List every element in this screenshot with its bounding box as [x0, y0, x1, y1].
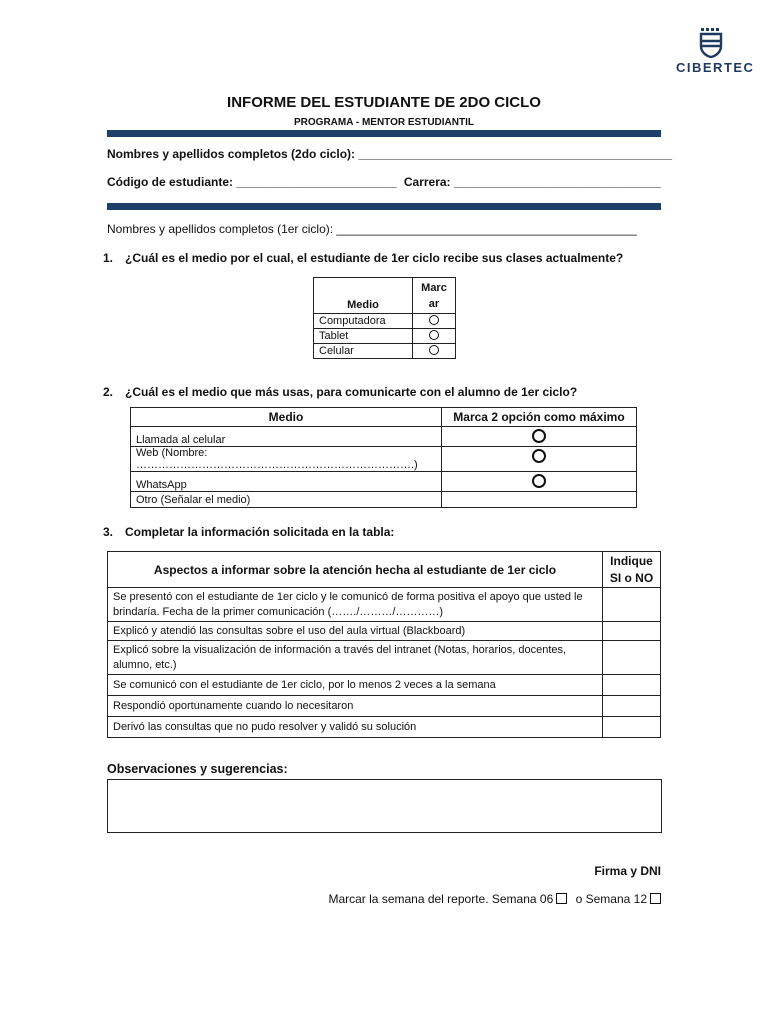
radio-icon[interactable]	[429, 345, 439, 355]
table-row	[314, 329, 456, 344]
radio-icon[interactable]	[532, 449, 546, 463]
observations-textarea[interactable]	[107, 779, 662, 833]
q3-aspect-label: Se comunicó con el estudiante de 1er ciclo, por lo menos 2 veces a la semana	[108, 675, 603, 696]
q2-col-marca: Marca 2 opción como máximo	[442, 408, 637, 427]
table-row	[108, 588, 661, 622]
q3-col-indique: Indique SI o NO	[603, 552, 661, 588]
radio-icon[interactable]	[532, 474, 546, 488]
student-code-label: Código de estudiante: ________________________	[107, 175, 397, 189]
q3-answer-cell[interactable]	[603, 588, 661, 622]
cibertec-logo	[676, 28, 755, 75]
q3-answer-cell[interactable]	[603, 641, 661, 675]
q2-option-label: Otro (Señalar el medio)	[131, 492, 442, 508]
q3-answer-cell[interactable]	[603, 717, 661, 738]
q2-option-label: Llamada al celular	[131, 427, 442, 447]
table-row	[131, 427, 637, 447]
q3-aspect-label: Se presentó con el estudiante de 1er ciclo y le comunicó de forma positiva el apoyo que usted le brindaría. Fecha de la primer comunicación (……./………/…………)	[108, 588, 603, 622]
radio-icon[interactable]	[429, 330, 439, 340]
radio-icon[interactable]	[532, 429, 546, 443]
table-row	[108, 641, 661, 675]
q3-aspect-label: Explicó y atendió las consultas sobre el uso del aula virtual (Blackboard)	[108, 622, 603, 641]
q3-aspect-label: Derivó las consultas que no pudo resolver y validó su solución	[108, 717, 603, 738]
question-text: ¿Cuál es el medio por el cual, el estudiante de 1er ciclo recibe sus clases actualmente?	[125, 251, 624, 265]
q2-table	[130, 407, 637, 508]
question-number: 1.	[103, 251, 114, 265]
table-row	[131, 447, 637, 472]
page-subtitle: PROGRAMA - MENTOR ESTUDIANTIL	[294, 117, 474, 128]
q3-table	[107, 551, 661, 738]
week-12-label: o Semana 12	[575, 892, 647, 906]
q3-answer-cell[interactable]	[603, 675, 661, 696]
week-12-checkbox[interactable]	[650, 893, 661, 904]
q1-table	[313, 277, 456, 359]
week-selection	[328, 892, 661, 906]
divider-bar	[107, 130, 661, 137]
q2-option-label: WhatsApp	[131, 472, 442, 492]
q1-col-medio: Medio	[314, 278, 413, 314]
q3-answer-cell[interactable]	[603, 622, 661, 641]
q2-mark-cell[interactable]	[442, 492, 637, 508]
student-code-field[interactable]	[107, 175, 661, 189]
question-2	[103, 385, 577, 399]
q3-col-aspectos: Aspectos a informar sobre la atención hecha al estudiante de 1er ciclo	[108, 552, 603, 588]
q1-option-label: Computadora	[314, 314, 413, 329]
week-06-checkbox[interactable]	[556, 893, 567, 904]
question-text: Completar la información solicitada en la tabla:	[125, 525, 395, 539]
q1-option-label: Tablet	[314, 329, 413, 344]
q3-aspect-label: Explicó sobre la visualización de información a través del intranet (Notas, horarios, docentes, alumno, etc.)	[108, 641, 603, 675]
table-row	[314, 344, 456, 359]
week-06-label: Marcar la semana del reporte. Semana 06	[328, 892, 554, 906]
table-row	[314, 314, 456, 329]
table-row	[108, 717, 661, 738]
divider-bar	[107, 203, 661, 210]
q1-option-label: Celular	[314, 344, 413, 359]
question-3	[103, 525, 394, 539]
table-row	[108, 675, 661, 696]
q3-answer-cell[interactable]	[603, 696, 661, 717]
question-text: ¿Cuál es el medio que más usas, para comunicarte con el alumno de 1er ciclo?	[125, 385, 578, 399]
question-number: 3.	[103, 525, 114, 539]
shield-icon	[699, 28, 723, 58]
career-field[interactable]: Carrera: _______________________________	[403, 175, 661, 189]
brand-name: CIBERTEC	[676, 60, 755, 75]
student1-name-field[interactable]: Nombres y apellidos completos (1er ciclo): _____________________________________________	[107, 222, 637, 236]
observations-label: Observaciones y sugerencias:	[107, 762, 288, 776]
table-row	[131, 492, 637, 508]
q1-col-marcar: Marc ar	[413, 278, 456, 314]
q2-option-label: Web (Nombre: ………………………………………………………………….)	[131, 447, 442, 472]
table-row	[108, 696, 661, 717]
question-number: 2.	[103, 385, 114, 399]
question-1	[103, 251, 623, 265]
page-title: INFORME DEL ESTUDIANTE DE 2DO CICLO	[227, 94, 541, 111]
student2-name-field[interactable]: Nombres y apellidos completos (2do ciclo): _______________________________________________	[107, 147, 673, 161]
q2-col-medio: Medio	[131, 408, 442, 427]
radio-icon[interactable]	[429, 315, 439, 325]
table-row	[131, 472, 637, 492]
q3-aspect-label: Respondió oportunamente cuando lo necesitaron	[108, 696, 603, 717]
signature-label: Firma y DNI	[594, 864, 661, 878]
table-row	[108, 622, 661, 641]
